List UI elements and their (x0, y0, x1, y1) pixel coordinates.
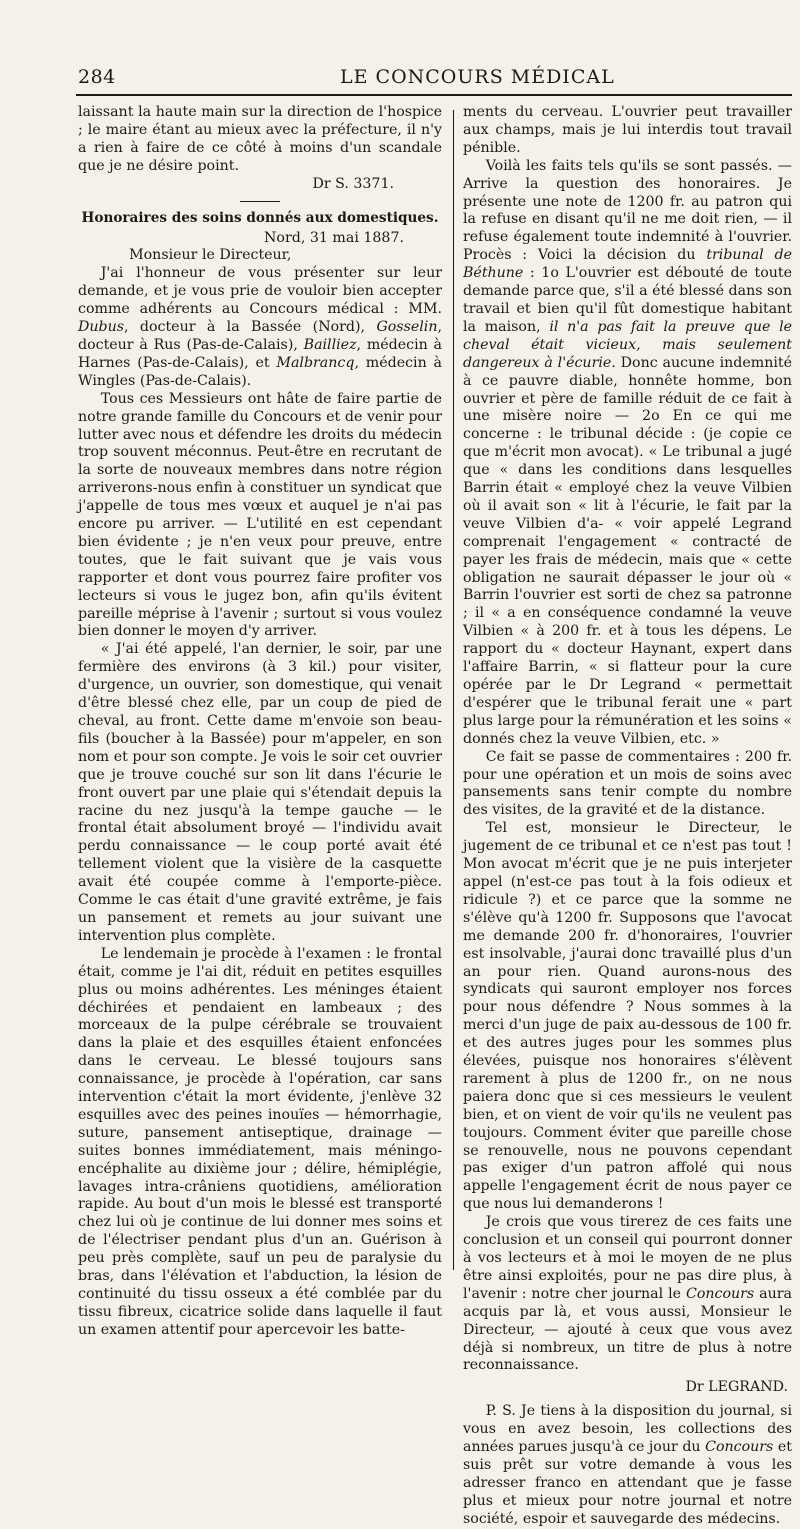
italic-run: il n'a pas fait la preuve que le cheval était vicieux, mais seulement dangereux à l'écurie (463, 318, 793, 371)
postscript (463, 1403, 792, 1528)
text-run: , docteur à Rus (Pas-de-Calais), (78, 319, 442, 353)
name-italic: Bailliez (303, 336, 357, 353)
text-run: . Donc aucune indemnité à ce pauvre diable, honnête homme, bon ouvrier et père de famille réduit de ce fait à une misère noire — 2o En ce qui me concerne : le tribunal décide : (je copie ce que m'écrit mon avocat). « Le tribunal a jugé que « dans les conditions dans lesquelles Barrin était « employé chez la veuve Vilbien où il avait son « lit à l'écurie, le fait par la veuve Vilbien d'a- « voir appelé Legrand comprenait l'engagement « contracté de payer les frais de médecin, mais que « cette obligation ne saurait dépasser le jour où « Barrin l'ouvrier est sorti de chez sa patronne ; il « a en conséquence condamné la veuve Vilbien « à 200 fr. et à tous les dépens. Le rapport du « docteur Haynant, expert dans l'affaire Barrin, « si flatteur pour la cure opérée par le Dr Legrand « permettait d'espérer que le tribunal ferait une « part plus large pour la rémunération et les soins « donnés chez la veuve Vilbien, etc. » (463, 354, 792, 747)
paragraph: « J'ai été appelé, l'an dernier, le soir, par une fermière des environs (à 3 kil.) pour visiter, d'urgence, un ouvrier, son domestique, qui venait d'être blessé chez elle, par un coup de pied de cheval, au front. Cette dame m'envoie son beau-fils (boucher à la Bassée) pour m'appeler, en son nom et pour son compte. Je vois le soir cet ouvrier que je trouve couché sur son lit dans l'écurie le front ouvert par une plaie qui s'étendait depuis la racine du nez jusqu'à la tempe gauche — le frontal était absolument broyé — l'individu avait perdu connaissance — le coup porté avait été tellement violent que la visière de la casquette avait été coupée comme à l'emporte-pièce. Comme le cas était d'une gravité extrême, je fais un pansement et remets au jour suivant une intervention plus complète. (78, 641, 442, 944)
column-divider (453, 110, 454, 1270)
text-run: , médecin à Harnes (Pas-de-Calais), et (78, 336, 442, 371)
name-italic: Gosselin (376, 319, 438, 336)
paragraph: ments du cerveau. L'ouvrier peut travailler aux champs, mais je lui interdis tout travail pénible. (463, 104, 792, 156)
text-run: J'ai l'honneur de vous présenter sur leur demande, et je vous prie de vouloir bien accepter comme adhérents au Concours médical : MM. (78, 265, 442, 318)
letter-signature: Dr LEGRAND. (685, 1379, 788, 1396)
text-run: et suis prêt sur votre demande à vous les adresser franco en attendant que je fasse plus et mieux pour notre journal et notre société, espoir et sauvegarde des médecins. (463, 1439, 792, 1527)
paragraph (463, 158, 792, 749)
text-run: Je crois que vous tirerez de ces faits une conclusion et un conseil qui pourront donner à vos lecteurs et à moi le moyen de ne plus être ainsi exploités, pour ne pas dire plus, à l'avenir : notre cher journal le (463, 1214, 792, 1302)
previous-article-signature: Dr S. 3371. (312, 175, 394, 192)
paragraph: Le lendemain je procède à l'examen : le frontal était, comme je l'ai dit, réduit en petites esquilles plus ou moins adhérentes. Les méninges étaient déchirées et pendaient en lambeaux ; des morceaux de la pulpe cérébrale se trouvaient dans la plaie et des esquilles étaient enfoncées dans le cerveau. Le blessé toujours sans connaissance, je procède à l'opération, car sans intervention c'était la mort évidente, j'enlève 32 esquilles avec des peines inouïes — hémorrhagie, suture, pansement antiseptique, drainage — suites bonnes immédiatement, mais méningo-encéphalite au dixième jour ; délire, hémiplégie, lavages intra-crâniens quotidiens, amélioration rapide. Au bout d'un mois le blessé est transporté chez lui où je continue de lui donner mes soins et de l'électriser pendant plus d'un an. Guérison à peu près complète, sauf un peu de paralysie du bras, dans l'élévation et l'abduction, la lésion de continuité du tissu osseux a été comblée par du tissu fibreux, cicatrice solide dans laquelle il faut un examen attentif pour apercevoir les batte- (78, 945, 442, 1338)
text-run: Voilà les faits tels qu'ils se sont passés. — Arrive la question des honoraires. Je présente une note de 1200 fr. au patron qui la refuse en disant qu'il ne me doit rien, — il refuse également toute indemnité à l'ouvrier. Procès : Voici la décision du (463, 157, 792, 264)
name-italic: Malbrancq (276, 354, 355, 371)
text-run: : 1o L'ouvrier est débouté de toute demande parce que, s'il a été blessé dans son travail et bien qu'il fût domestique habitant la maison, (463, 265, 792, 335)
text-run: , docteur à la Bassée (Nord), (124, 319, 377, 336)
name-italic: Dubus (78, 319, 125, 336)
paragraph (463, 1214, 792, 1375)
italic-run: Concours (705, 1439, 774, 1456)
header-rule (76, 94, 792, 96)
dateline: Nord, 31 mai 1887. (264, 229, 404, 246)
paragraph: Tel est, monsieur le Directeur, le jugement de ce tribunal et ce n'est pas tout ! Mon avocat m'écrit que je ne puis interjeter appel (n'est-ce pas tout à la fois odieux et ridicule ?) et ce parce que la somme ne s'élève qu'à 1200 fr. Supposons que l'avocat me demande 200 fr. d'honoraires, l'ouvrier est insolvable, j'aurai donc travaillé plus d'un an pour rien. Quand aurons-nous des syndicats qui sauront employer nos forces pour nous défendre ? Nous sommes à la merci d'un juge de paix au-dessous de 100 fr. et des autres juges pour les sommes plus élevées, puisque nos honoraires s'élèvent rarement à plus de 1200 fr., on ne nous paiera donc que si ces messieurs le veulent bien, et on vient de voir qu'ils ne veulent pas toujours. Comment éviter que pareille chose se renouvelle, nous ne pouvons cependant pas exiger d'un patron affolé qui nous appelle l'engagement écrit de nous payer ce que nous lui demanderons ! (463, 820, 792, 1213)
text-run: , médecin à Wingles (Pas-de-Calais). (78, 354, 442, 389)
text-run: aura acquis par là, et vous aussi, Monsieur le Directeur, — ajouté à ceux que vous avez déjà si nombreux, un titre de plus à notre reconnaissance. (463, 1285, 792, 1374)
page-number: 284 (78, 66, 116, 88)
salutation: Monsieur le Directeur, (129, 247, 292, 264)
running-head: LE CONCOURS MÉDICAL (340, 66, 615, 88)
paragraph (78, 265, 442, 390)
italic-run: tribunal de Béthune (463, 247, 792, 282)
section-divider (240, 201, 280, 202)
left-column (78, 104, 442, 1340)
paragraph: Ce fait se passe de commentaires : 200 fr. pour une opération et un mois de soins avec pansements sans tenir compte du nombre des visites, de la gravité et de la distance. (463, 748, 792, 819)
paragraph: Tous ces Messieurs ont hâte de faire partie de notre grande famille du Concours et de venir pour lutter avec nous et défendre les droits du médecin trop souvent méconnus. Peut-être en recrutant de la sorte de nouveaux membres dans notre région arriverons-nous enfin à constituer un syndicat que j'appelle de tous mes vœux et auquel je n'ai pas encore pu arriver. — L'utilité en est cependant bien évidente ; je n'en veux pour preuve, entre toutes, que le fait suivant que je vais vous rapporter et dont vous pourrez faire profiter vos lecteurs si vous le jugez bon, afin qu'ils évitent pareille méprise à l'avenir ; surtout si vous voulez bien donner le moyen d'y arriver. (78, 390, 442, 640)
previous-article-ending: laissant la haute main sur la direction de l'hospice ; le maire étant au mieux avec la préfecture, il n'y a rien à faire de ce côté à moins d'un scandale que je ne désire point. (78, 104, 442, 174)
article-title: Honoraires des soins donnés aux domestiques. (81, 209, 439, 226)
italic-run: Concours (685, 1285, 755, 1302)
right-column (463, 104, 792, 1529)
text-run: P. S. Je tiens à la disposition du journal, si vous en avez besoin, les collections des années parues jusqu'à ce jour du (463, 1403, 792, 1456)
